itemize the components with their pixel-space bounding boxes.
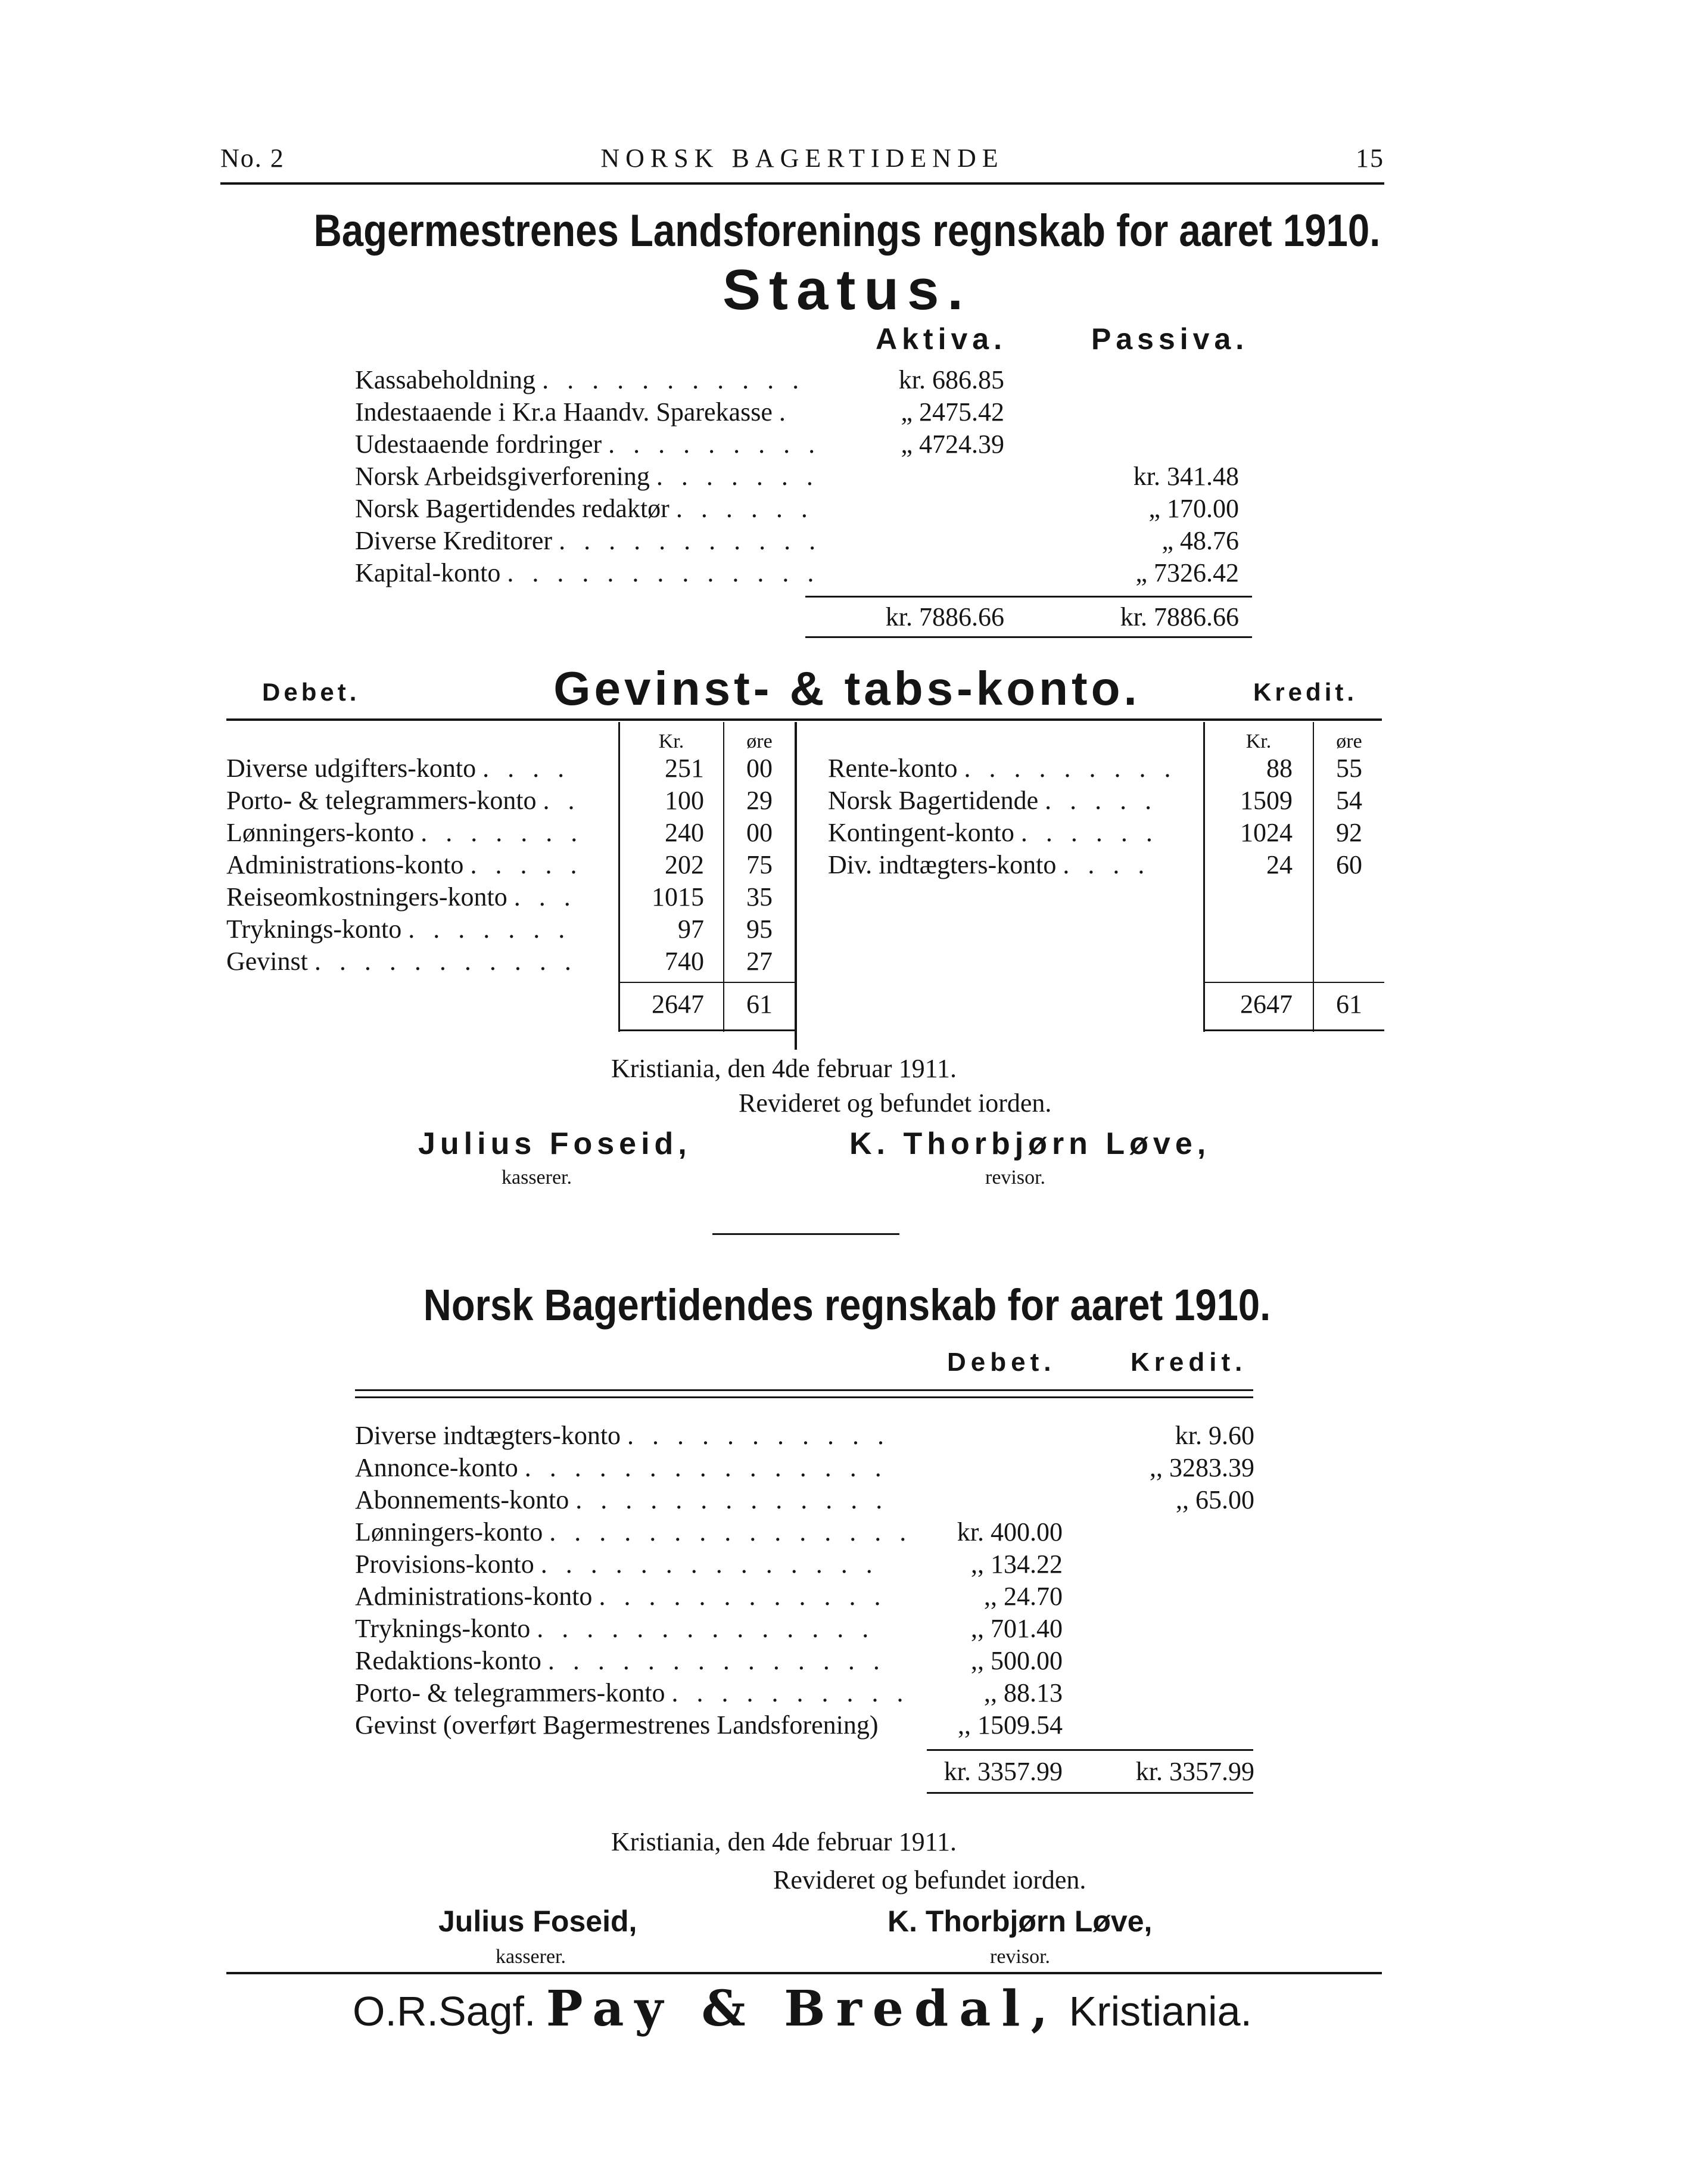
row-dots: . . . . . . . [408, 914, 571, 944]
row-label: Porto- & telegrammers-konto [355, 1678, 665, 1707]
auditor-role: revisor. [990, 1946, 1051, 1968]
page-number: 15 [1356, 144, 1384, 173]
row-dots: . . . . . . . . . . [671, 1678, 910, 1707]
imprint-city: Kristiania. [1069, 1988, 1252, 2034]
kredit-row [828, 850, 1150, 880]
row-label: Div. indtægters-konto [828, 850, 1057, 879]
place-date: Kristiania, den 4de februar 1911. [611, 1827, 957, 1856]
status-bottom-rule [805, 636, 1252, 638]
row-dots: . . . . . . . . . . . . . [575, 1485, 889, 1514]
kr-value: 100 [665, 786, 704, 815]
section2-debet-header: Debet. [947, 1348, 1056, 1377]
ore-value: 92 [1336, 818, 1362, 847]
debet-row [226, 882, 577, 912]
status-row [355, 429, 821, 459]
row-dots: . . . . . . [1020, 818, 1159, 847]
kredit-value: ,, 65.00 [1176, 1485, 1254, 1514]
section-divider [712, 1233, 899, 1235]
gevinst-title: Gevinst- & tabs-konto. [553, 662, 1141, 715]
publication-name: NORSK BAGERTIDENDE [600, 144, 1004, 173]
row-dots: . . . . . . . . . . . [542, 365, 805, 394]
row-dots: . . . . . . . . . . . [314, 947, 577, 976]
row-label: Diverse udgifters-konto [226, 754, 477, 783]
row-label: Udestaaende fordringer [355, 430, 602, 459]
issue-number: No. 2 [220, 144, 285, 173]
row-label: Provisions-konto [355, 1550, 534, 1579]
row-label: Administrations-konto [355, 1582, 593, 1611]
section2-row [355, 1549, 879, 1579]
ore-value: 35 [746, 882, 773, 911]
status-row [355, 365, 805, 395]
section2-row [355, 1581, 886, 1611]
section2-row [355, 1645, 886, 1676]
ore-value: 55 [1336, 754, 1362, 783]
kr-header: Kr. [658, 730, 684, 752]
ore-value: 75 [746, 850, 773, 879]
section2-top-rule-2 [355, 1396, 1253, 1398]
status-row [355, 493, 814, 524]
kr-value: 240 [665, 818, 704, 847]
row-label: Redaktions-konto [355, 1646, 541, 1675]
row-dots: . . . . . . . . . [608, 430, 821, 459]
section2-row [355, 1710, 878, 1740]
ore-value: 00 [746, 818, 773, 847]
row-label: Norsk Arbeidsgiverforening [355, 462, 650, 491]
ore-value: 00 [746, 754, 773, 783]
kredit-sum-rule [1204, 982, 1384, 983]
row-dots: . . . . [1063, 850, 1151, 879]
row-label: Indestaaende i Kr.a Haandv. Sparekasse [355, 397, 773, 427]
kr-value: 88 [1266, 754, 1293, 783]
debet-total: kr. 3357.99 [943, 1757, 1063, 1786]
passiva-total: kr. 7886.66 [1120, 602, 1239, 631]
status-row [355, 525, 821, 556]
row-label: Gevinst (overført Bagermestrenes Landsforening) [355, 1710, 879, 1740]
row-dots: . . . . . . . . . . . . . . . [524, 1453, 888, 1482]
section1-title: Bagermestrenes Landsforenings regnskab for aaret 1910. [313, 206, 1381, 256]
section2-top-rule [355, 1389, 1253, 1391]
row-dots: . [779, 397, 792, 427]
kredit-row [828, 785, 1157, 816]
kredit-total-kr: 2647 [1240, 990, 1293, 1019]
row-dots: . . . . . . . . . [964, 754, 1177, 783]
passiva-value: „ 170.00 [1148, 494, 1239, 523]
aktiva-value: „ 2475.42 [901, 397, 1004, 427]
center-rule [795, 722, 797, 1050]
passiva-value: „ 7326.42 [1135, 558, 1239, 587]
status-sum-rule [805, 596, 1252, 598]
row-dots: . . . . . . . . . . . . . . [540, 1550, 879, 1579]
cashier-role: kasserer. [496, 1946, 566, 1968]
aktiva-value: kr. 686.85 [898, 365, 1004, 394]
status-row [355, 397, 792, 427]
debet-row [226, 850, 583, 880]
ore-value: 54 [1336, 786, 1362, 815]
row-label: Diverse indtægters-konto [355, 1421, 621, 1450]
row-label: Norsk Bagertidendes redaktør [355, 494, 669, 523]
row-dots: . . . . . . . . . . . [559, 526, 822, 555]
section2-row [355, 1485, 888, 1515]
row-dots: . . . . . . [675, 494, 814, 523]
section2-row [355, 1420, 890, 1451]
row-dots: . . . . . . . . . . . . . . . [549, 1517, 913, 1547]
imprint-prefix: O.R.Sagf. [353, 1988, 536, 2034]
debet-value: ,, 134.22 [971, 1550, 1063, 1579]
row-label: Rente-konto [828, 754, 958, 783]
section2-title: Norsk Bagertidendes regnskab for aaret 1910. [423, 1280, 1271, 1330]
row-dots: . . [543, 786, 581, 815]
debet-row [226, 946, 577, 976]
aktiva-total: kr. 7886.66 [885, 602, 1004, 631]
kr-value: 24 [1266, 850, 1293, 879]
row-dots: . . . . . . . [656, 462, 819, 491]
imprint-firm: Pay & Bredal, [546, 1980, 1059, 2037]
debet-bottom-rule [619, 1029, 795, 1031]
row-dots: . . . . . . . . . . . . . . [537, 1614, 875, 1643]
debet-row [226, 914, 571, 944]
cashier-name: Julius Foseid, [438, 1905, 637, 1938]
row-label: Diverse Kreditorer [355, 526, 553, 555]
row-label: Lønningers-konto [355, 1517, 543, 1547]
kredit-row [828, 753, 1177, 783]
passiva-value: kr. 341.48 [1133, 462, 1239, 491]
kredit-row [828, 817, 1159, 848]
ore-value: 95 [746, 914, 773, 944]
audit-note: Revideret og befundet iorden. [739, 1088, 1052, 1118]
ore-value: 29 [746, 786, 773, 815]
aktiva-header: Aktiva. [876, 322, 1007, 356]
section2-row [355, 1613, 874, 1644]
passiva-header: Passiva. [1091, 322, 1249, 356]
kr-value: 202 [665, 850, 704, 879]
debet-total-kr: 2647 [652, 990, 704, 1019]
row-label: Porto- & telegrammers-konto [226, 786, 537, 815]
passiva-value: „ 48.76 [1161, 526, 1239, 555]
kredit-total: kr. 3357.99 [1135, 1757, 1254, 1786]
auditor-name: K. Thorbjørn Løve, [849, 1127, 1211, 1161]
ore-header: øre [1336, 730, 1362, 752]
kr-value: 251 [665, 754, 704, 783]
debet-value: ,, 701.40 [971, 1614, 1063, 1643]
debet-row [226, 817, 583, 848]
row-dots: . . . [513, 882, 577, 911]
auditor-role: revisor. [985, 1166, 1046, 1189]
header-rule [220, 182, 1384, 185]
section2-row [355, 1678, 910, 1708]
row-label: Kassabeholdning [355, 365, 536, 394]
row-dots: . . . . . . . . . . . . . . [547, 1646, 886, 1675]
section2-row [355, 1517, 912, 1547]
row-label: Tryknings-konto [355, 1614, 531, 1643]
debet-label: Debet. [262, 678, 360, 706]
auditor-name: K. Thorbjørn Løve, [888, 1905, 1153, 1938]
debet-sum-rule [619, 982, 795, 983]
row-label: Abonnements-konto [355, 1485, 569, 1514]
row-dots: . . . . . . . . . . . [627, 1421, 890, 1450]
row-label: Annonce-konto [355, 1453, 518, 1482]
kr-value: 97 [678, 914, 704, 944]
row-label: Lønningers-konto [226, 818, 415, 847]
cashier-role: kasserer. [502, 1166, 572, 1189]
debet-row [226, 753, 570, 783]
place-date: Kristiania, den 4de februar 1911. [611, 1054, 957, 1083]
kr-value: 1015 [652, 882, 704, 911]
section2-sum-rule [927, 1749, 1253, 1751]
kredit-value: kr. 9.60 [1175, 1421, 1254, 1450]
status-title: Status. [722, 258, 972, 322]
debet-value: kr. 400.00 [957, 1517, 1063, 1547]
section2-bottom-rule [927, 1792, 1253, 1794]
row-dots: . . . . . . . [421, 818, 584, 847]
ore-value: 60 [1336, 850, 1362, 879]
kredit-bottom-rule [1204, 1029, 1384, 1031]
row-dots: . . . . . . . . . . . . [599, 1582, 887, 1611]
row-label: Gevinst [226, 947, 308, 976]
kredit-label: Kredit. [1253, 678, 1358, 706]
footer-rule [226, 1972, 1382, 1974]
debet-value: ,, 24.70 [984, 1582, 1063, 1611]
row-dots: . . . . [482, 754, 571, 783]
kredit-value: ,, 3283.39 [1150, 1453, 1254, 1482]
section2-kredit-header: Kredit. [1131, 1348, 1247, 1377]
row-label: Tryknings-konto [226, 914, 402, 944]
aktiva-value: „ 4724.39 [901, 430, 1004, 459]
kr-value: 1024 [1240, 818, 1293, 847]
row-label: Kapital-konto [355, 558, 501, 587]
debet-value: ,, 1509.54 [958, 1710, 1063, 1740]
ore-value: 27 [746, 947, 773, 976]
status-row [355, 558, 820, 588]
debet-row [226, 785, 581, 816]
ore-header: øre [746, 730, 773, 752]
row-label: Kontingent-konto [828, 818, 1014, 847]
row-dots: . . . . . . . . . . . . . [507, 558, 820, 587]
debet-value: ,, 500.00 [971, 1646, 1063, 1675]
gevinst-top-rule [226, 718, 1382, 721]
kr-value: 1509 [1240, 786, 1293, 815]
page-header [220, 143, 1384, 179]
row-label: Administrations-konto [226, 850, 464, 879]
kr-value: 740 [665, 947, 704, 976]
printer-imprint [220, 1980, 1384, 2037]
row-dots: . . . . . [470, 850, 583, 879]
debet-total-ore: 61 [746, 990, 773, 1019]
section2-row [355, 1452, 888, 1483]
row-label: Reiseomkostningers-konto [226, 882, 507, 911]
kredit-total-ore: 61 [1336, 990, 1362, 1019]
debet-value: ,, 88.13 [984, 1678, 1063, 1707]
row-dots: . . . . . [1045, 786, 1158, 815]
audit-note: Revideret og befundet iorden. [773, 1865, 1086, 1894]
cashier-name: Julius Foseid, [418, 1127, 692, 1161]
kr-header: Kr. [1245, 730, 1272, 752]
status-row [355, 461, 819, 491]
row-label: Norsk Bagertidende [828, 786, 1039, 815]
